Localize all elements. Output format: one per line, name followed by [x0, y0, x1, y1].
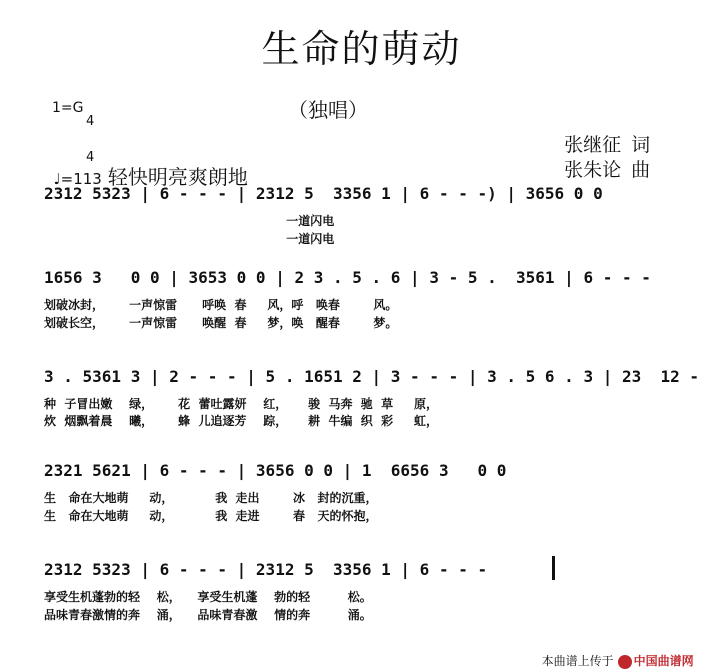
song-title: 生命的萌动	[261, 27, 462, 71]
notation-row-5: 2312 5323 | 6 - - - | 2312 5 3356 1 | 6 - - -	[44, 560, 488, 579]
composer-name: 张朱论	[564, 159, 622, 181]
lyricist-role: 词	[631, 134, 651, 156]
final-barline	[552, 556, 555, 580]
lyrics-row-4-verse-1: 生 命在大地萌 动， 我 走出 冰 封的沉重，	[44, 491, 378, 505]
upload-text: 本曲谱上传于	[541, 654, 614, 668]
lyricist-name: 张继征	[564, 134, 622, 156]
lyrics-row-1-verse-1: 一道闪电	[44, 214, 335, 228]
time-signature-bottom: 4	[86, 150, 95, 165]
lyrics-row-5-verse-1: 享受生机蓬勃的轻 松， 享受生机蓬 勃的轻 松。	[44, 590, 372, 604]
lyrics-row-5-verse-2: 品味青春激情的奔 涌， 品味青春激 情的奔 涌。	[44, 608, 372, 622]
tempo-mark: ♩=113	[53, 170, 102, 188]
lyrics-row-4-verse-2: 生 命在大地萌 动， 我 走进 春 天的怀抱，	[44, 509, 378, 523]
lyrics-row-2-verse-2: 划破长空， 一声惊雷 唤醒 春 梦，唤 醒春 梦。	[44, 316, 398, 330]
lyrics-row-3-verse-1: 种 子冒出嫩 绿， 花 蕾吐露妍 红， 骏 马奔 驰 草 原，	[44, 397, 439, 411]
lyrics-row-1-verse-2: 一道闪电	[44, 232, 335, 246]
footer-credit	[534, 638, 694, 669]
tempo-line	[44, 143, 248, 190]
notation-row-1: 2312 5323 | 6 - - - | 2312 5 3356 1 | 6 - - -) | 3656 0 0	[44, 184, 603, 203]
composer-credit	[552, 133, 650, 182]
song-subtitle: （独唱）	[288, 98, 368, 122]
lyrics-row-2-verse-1: 划破冰封， 一声惊雷 呼唤 春 风，呼 唤春 风。	[44, 298, 398, 312]
lyrics-row-3-verse-2: 炊 烟飘着晨 曦， 蜂 儿追逐芳 踪， 耕 牛编 织 彩 虹，	[44, 414, 439, 428]
tempo-description: 轻快明亮爽朗地	[107, 165, 248, 189]
notation-row-3: 3 . 5361 3 | 2 - - - | 5 . 1651 2 | 3 - - - | 3 . 5 6 . 3 | 23 12 -	[44, 367, 700, 386]
notation-row-4: 2321 5621 | 6 - - - | 3656 0 0 | 1 6656 3 0 0	[44, 461, 507, 480]
time-signature-top: 4	[86, 114, 95, 129]
site-name[interactable]: 中国曲谱网	[633, 654, 694, 668]
key-signature: 1=G	[52, 100, 84, 116]
composer-role: 曲	[631, 159, 651, 181]
notation-row-2: 1656 3 0 0 | 3653 0 0 | 2 3 . 5 . 6 | 3 - 5 . 3561 | 6 - - -	[44, 268, 651, 287]
